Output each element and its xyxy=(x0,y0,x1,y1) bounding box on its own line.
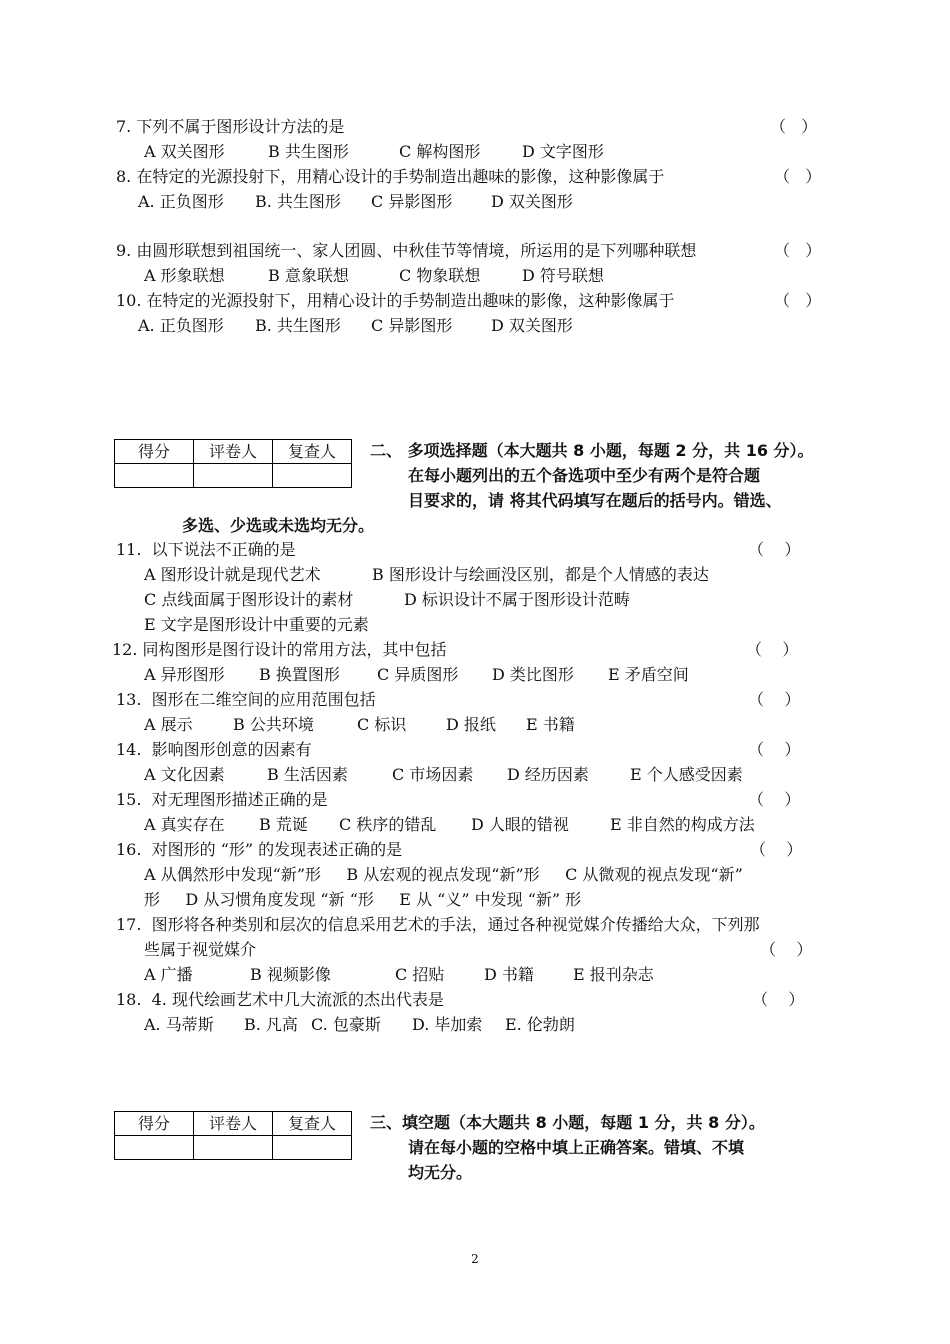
section-3-title: 三、填空题（本大题共 8 小题，每题 1 分，共 8 分）。 xyxy=(370,1113,765,1132)
option-d: D 符号联想 xyxy=(522,266,604,285)
option-a: A 展示 xyxy=(144,715,193,734)
score-cell[interactable] xyxy=(115,464,194,488)
section-2-instructions: 目要求的，请 将其代码填写在题后的括号内。错选、 xyxy=(408,491,782,510)
option-e: E 报刊杂志 xyxy=(573,965,654,984)
option-a: A. 马蒂斯 xyxy=(144,1015,214,1034)
option-d: D 标识设计不属于图形设计范畴 xyxy=(404,590,630,609)
option-d: D 文字图形 xyxy=(522,142,604,161)
question-10-stem: 10. 在特定的光源投射下，用精心设计的手势制造出趣味的影像，这种影像属于 xyxy=(116,291,675,310)
option-c: C 招贴 xyxy=(395,965,445,984)
question-7-stem: 7. 下列不属于图形设计方法的是 xyxy=(116,117,345,136)
answer-paren: （ ） xyxy=(748,790,801,809)
section-3-instructions: 请在每小题的空格中填上正确答案。错填、不填 xyxy=(408,1138,745,1157)
option-c: C 点线面属于图形设计的素材 xyxy=(144,590,354,609)
grader-cell[interactable] xyxy=(194,464,273,488)
option-c: C 标识 xyxy=(357,715,407,734)
reviewer-cell[interactable] xyxy=(273,464,352,488)
option-d: D 双关图形 xyxy=(491,192,573,211)
answer-paren: （ ） xyxy=(774,167,822,186)
option-a: A 文化因素 xyxy=(144,765,225,784)
section-2-title: 二、 多项选择题（本大题共 8 小题，每题 2 分，共 16 分）。 xyxy=(370,441,814,460)
reviewer-cell[interactable] xyxy=(273,1136,352,1160)
score-header: 得分 xyxy=(115,1112,194,1136)
question-18-stem: 18. 4. 现代绘画艺术中几大流派的杰出代表是 xyxy=(116,990,444,1009)
option-b: B. 共生图形 xyxy=(255,192,341,211)
option-b: B. 共生图形 xyxy=(255,316,341,335)
option-b: B 意象联想 xyxy=(268,266,349,285)
option-c: C. 包豪斯 xyxy=(311,1015,381,1034)
option-b: B 公共环境 xyxy=(233,715,314,734)
answer-paren: （ ） xyxy=(750,840,803,859)
section-2-instructions: 在每小题列出的五个备选项中至少有两个是符合题 xyxy=(408,466,761,485)
grader-header: 评卷人 xyxy=(194,1112,273,1136)
question-14-stem: 14. 影响图形创意的因素有 xyxy=(116,740,312,759)
option-c: C 秩序的错乱 xyxy=(339,815,437,834)
answer-paren: （ ） xyxy=(774,291,822,310)
option-b: B 荒诞 xyxy=(259,815,308,834)
question-9-stem: 9. 由圆形联想到祖国统一、家人团圆、中秋佳节等情境，所运用的是下列哪种联想 xyxy=(116,241,697,260)
option-a: A. 正负图形 xyxy=(138,192,224,211)
option-d: D. 毕加索 xyxy=(412,1015,483,1034)
option-a: A 图形设计就是现代艺术 xyxy=(144,565,321,584)
question-17-stem: 17. 图形将各种类别和层次的信息采用艺术的手法，通过各种视觉媒介传播给大众，下列那 xyxy=(116,915,760,934)
option-a: A 真实存在 xyxy=(144,815,225,834)
section-3-instructions: 均无分。 xyxy=(408,1163,473,1182)
option-d: D 双关图形 xyxy=(491,316,573,335)
answer-paren: （ ） xyxy=(748,540,801,559)
question-11-stem: 11. 以下说法不正确的是 xyxy=(116,540,296,559)
page-number: 2 xyxy=(471,1252,479,1266)
option-e: E 矛盾空间 xyxy=(608,665,689,684)
option-e: E 非自然的构成方法 xyxy=(610,815,755,834)
score-cell[interactable] xyxy=(115,1136,194,1160)
answer-paren: （ ） xyxy=(770,117,818,136)
reviewer-header: 复查人 xyxy=(273,440,352,464)
option-b: B 共生图形 xyxy=(268,142,349,161)
answer-paren: （ ） xyxy=(748,740,801,759)
question-15-stem: 15. 对无理图形描述正确的是 xyxy=(116,790,328,809)
grader-cell[interactable] xyxy=(194,1136,273,1160)
option-d: D 类比图形 xyxy=(492,665,574,684)
question-17-stem-cont: 些属于视觉媒介 xyxy=(144,940,257,959)
option-b: B 视频影像 xyxy=(250,965,331,984)
option-c: C 物象联想 xyxy=(399,266,481,285)
option-b: B. 凡高 xyxy=(244,1015,298,1034)
question-16-stem: 16. 对图形的 “形” 的发现表述正确的是 xyxy=(116,840,403,859)
score-table xyxy=(114,1111,352,1160)
option-d: D 人眼的错视 xyxy=(471,815,569,834)
option-c: C 异质图形 xyxy=(377,665,459,684)
answer-paren: （ ） xyxy=(752,990,805,1009)
option-b: B 生活因素 xyxy=(267,765,348,784)
option-e: E 书籍 xyxy=(526,715,575,734)
option-line-2: 形 D 从习惯角度发现 “新 “形 E 从 “义” 中发现 “新” 形 xyxy=(144,890,582,909)
option-d: D 经历因素 xyxy=(507,765,589,784)
question-13-stem: 13. 图形在二维空间的应用范围包括 xyxy=(116,690,376,709)
option-a: A 形象联想 xyxy=(144,266,225,285)
score-table xyxy=(114,439,352,488)
answer-paren: （ ） xyxy=(760,940,813,959)
option-d: D 报纸 xyxy=(446,715,496,734)
option-c: C 异影图形 xyxy=(371,316,453,335)
question-12-stem: 12. 同构图形是图行设计的常用方法，其中包括 xyxy=(112,640,447,659)
option-a: A 异形图形 xyxy=(144,665,225,684)
option-a: A 双关图形 xyxy=(144,142,225,161)
question-8-stem: 8. 在特定的光源投射下，用精心设计的手势制造出趣味的影像，这种影像属于 xyxy=(116,167,665,186)
answer-paren: （ ） xyxy=(774,241,822,260)
option-e: E 个人感受因素 xyxy=(630,765,743,784)
option-b: B 图形设计与绘画没区别，都是个人情感的表达 xyxy=(372,565,709,584)
option-b: B 换置图形 xyxy=(259,665,340,684)
option-e: E 文字是图形设计中重要的元素 xyxy=(144,615,369,634)
answer-paren: （ ） xyxy=(748,690,801,709)
option-line-1: A 从偶然形中发现“新”形 B 从宏观的视点发现“新”形 C 从微观的视点发现“新” xyxy=(144,865,743,884)
option-c: C 市场因素 xyxy=(392,765,474,784)
score-header: 得分 xyxy=(115,440,194,464)
answer-paren: （ ） xyxy=(746,640,799,659)
grader-header: 评卷人 xyxy=(194,440,273,464)
option-a: A 广播 xyxy=(144,965,193,984)
reviewer-header: 复查人 xyxy=(273,1112,352,1136)
option-d: D 书籍 xyxy=(484,965,534,984)
option-e: E. 伦勃朗 xyxy=(505,1015,575,1034)
option-c: C 解构图形 xyxy=(399,142,481,161)
section-2-instructions: 多选、少选或未选均无分。 xyxy=(182,516,375,535)
option-c: C 异影图形 xyxy=(371,192,453,211)
option-a: A. 正负图形 xyxy=(138,316,224,335)
